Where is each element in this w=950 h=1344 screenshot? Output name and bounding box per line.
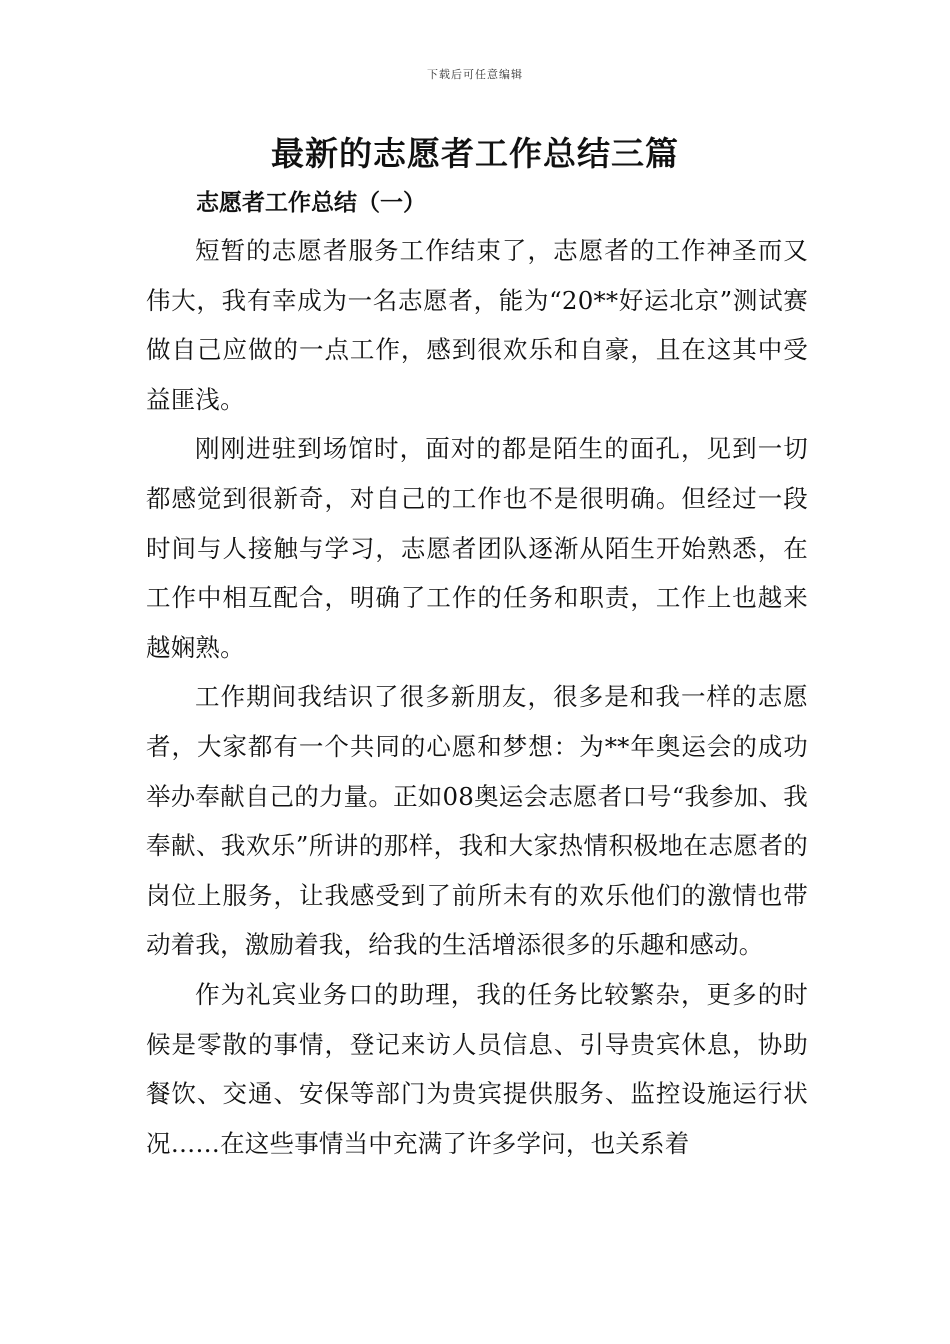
paragraph-4: 作为礼宾业务口的助理，我的任务比较繁杂，更多的时候是零散的事情，登记来访人员信息、引导贵宾休息，协助餐饮、交通、安保等部门为贵宾提供服务、监控设施运行状况……在这些事情当中充满了许多学问，也关系着 — [146, 979, 808, 1158]
section-heading: 志愿者工作总结（一） — [196, 189, 426, 216]
header-note: 下载后可任意编辑 — [427, 68, 523, 81]
paragraph-2: 刚刚进驻到场馆时，面对的都是陌生的面孔，见到一切都感觉到很新奇，对自己的工作也不是很明确。但经过一段时间与人接触与学习，志愿者团队逐渐从陌生开始熟悉，在工作中相互配合，明确了工作的任务和职责，工作上也越来越娴熟。 — [146, 434, 808, 662]
paragraph-1: 短暂的志愿者服务工作结束了，志愿者的工作神圣而又伟大，我有幸成为一名志愿者，能为“20**好运北京”测试赛做自己应做的一点工作，感到很欢乐和自豪，且在这其中受益匪浅。 — [146, 236, 808, 414]
document-title: 最新的志愿者工作总结三篇 — [271, 134, 679, 173]
document-body — [146, 226, 808, 1168]
paragraph-3: 工作期间我结识了很多新朋友，很多是和我一样的志愿者，大家都有一个共同的心愿和梦想：为**年奥运会的成功举办奉献自己的力量。正如08奥运会志愿者口号“我参加、我奉献、我欢乐”所讲的那样，我和大家热情积极地在志愿者的岗位上服务，让我感受到了前所未有的欢乐他们的激情也带动着我，激励着我，给我的生活增添很多的乐趣和感动。 — [146, 682, 808, 960]
